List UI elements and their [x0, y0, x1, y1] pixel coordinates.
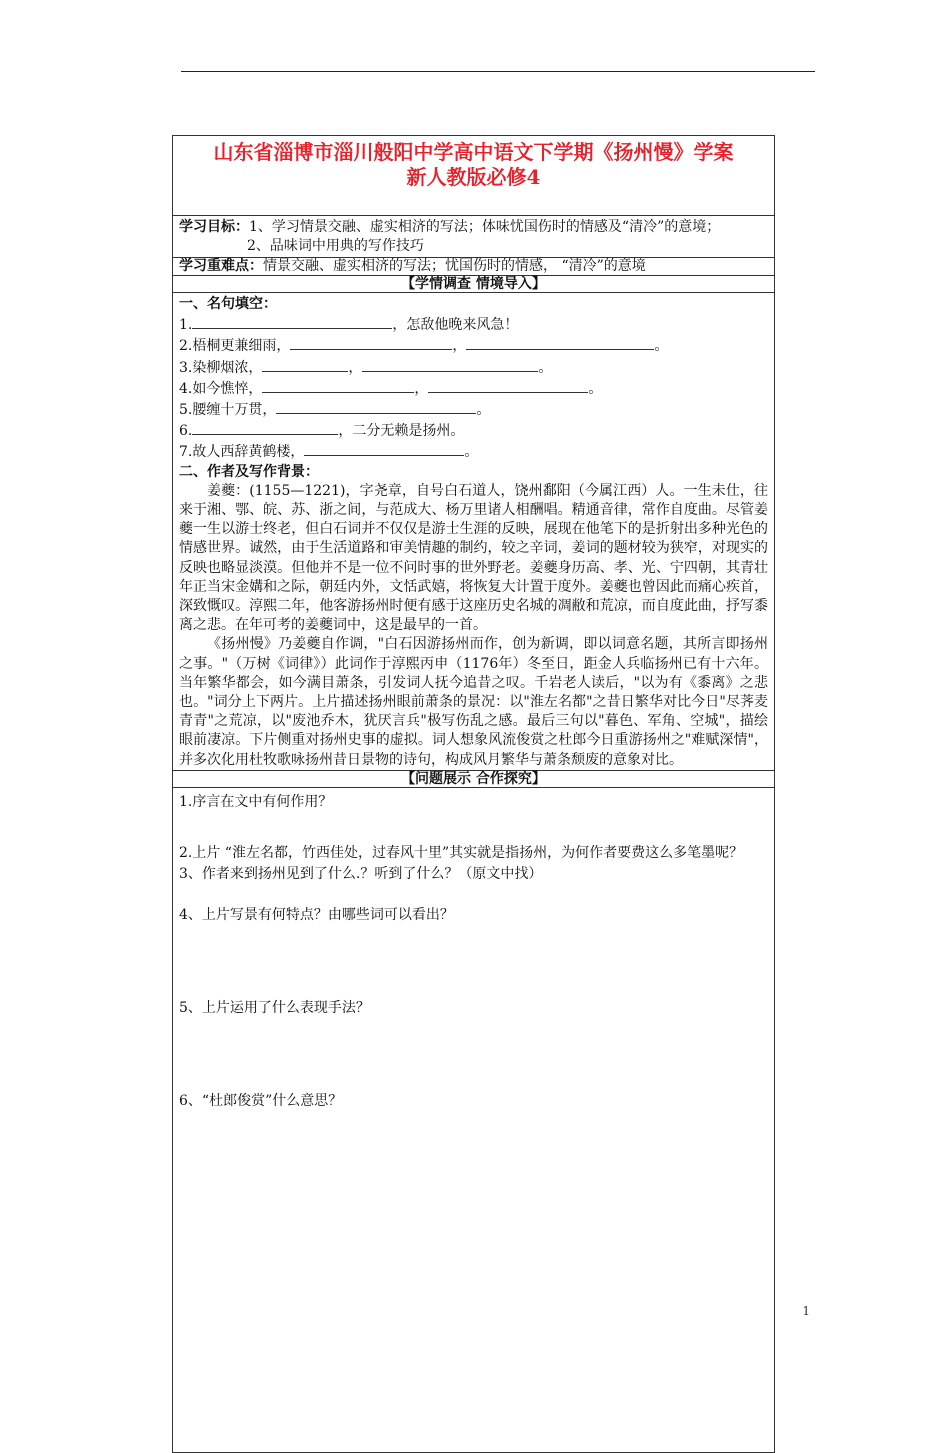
answer-space[interactable]	[179, 813, 768, 843]
fill-item-5-suffix: 。	[476, 402, 491, 419]
fill-item-2	[179, 335, 768, 356]
fill-item-7-prefix: 7.故人西辞黄鹤楼，	[179, 444, 305, 461]
fill-blank[interactable]	[466, 335, 654, 350]
doc-title-line1: 山东省淄博市淄川般阳中学高中语文下学期《扬州慢》学案	[213, 140, 734, 164]
key-points-label: 学习重难点：	[179, 258, 263, 274]
fill-item-5-prefix: 5.腰缠十万贯，	[179, 402, 277, 419]
answer-space[interactable]	[179, 885, 768, 905]
fill-blank[interactable]	[262, 378, 414, 393]
fill-item-3-prefix: 3.染柳烟浓，	[179, 359, 263, 376]
fill-item-6-suffix: ，二分无赖是扬州。	[338, 423, 465, 440]
fill-item-3-mid: ，	[348, 359, 363, 376]
answer-space[interactable]	[179, 926, 768, 998]
key-points-text: 情景交融、虚实相济的写法；忧国伤时的情感， “清冷”的意境	[263, 258, 646, 274]
fill-item-3-suffix: 。	[538, 359, 553, 376]
fill-blank[interactable]	[276, 399, 476, 414]
page-number: 1	[802, 1304, 810, 1318]
fill-item-1-suffix: ，怎敌他晚来风急！	[392, 317, 519, 334]
learning-goals-cell	[173, 216, 775, 258]
learning-goal-1	[179, 218, 768, 237]
fill-item-4	[179, 378, 768, 399]
fill-blank[interactable]	[192, 420, 338, 435]
questions-cell	[173, 787, 775, 1452]
question-5: 5、上片运用了什么表现手法？	[179, 999, 370, 1016]
fill-item-2-mid: ，	[452, 338, 467, 355]
fill-item-6-prefix: 6.	[179, 423, 193, 440]
question-4: 4、上片写景有何特点？由哪些词可以看出？	[179, 906, 454, 923]
section-heading-inquiry: 【问题展示 合作探究】	[173, 770, 775, 787]
learning-goals-label: 学习目标：	[179, 219, 249, 235]
author-background-title: 二、作者及写作背景：	[179, 463, 319, 480]
title-cell	[173, 136, 775, 216]
worksheet-table	[172, 135, 775, 1453]
learning-goal-2: 2、品味词中用典的写作技巧	[247, 238, 424, 254]
question-6: 6、“杜郎俊赏”什么意思？	[179, 1092, 343, 1109]
fill-blank[interactable]	[428, 378, 588, 393]
question-3: 3、作者来到扬州见到了什么.？听到了什么？（原文中找）	[179, 865, 543, 882]
fill-item-4-suffix: 。	[588, 380, 603, 397]
answer-space[interactable]	[179, 1019, 768, 1091]
fill-item-4-prefix: 4.如今憔悴，	[179, 380, 263, 397]
learning-goal-1-text: 1、学习情景交融、虚实相济的写法；体味忧国伤时的情感及“清冷”的意境；	[249, 219, 721, 235]
fill-item-6	[179, 420, 768, 441]
key-points-cell	[173, 258, 775, 276]
fill-item-1	[179, 314, 768, 335]
fill-item-4-mid: ，	[414, 380, 429, 397]
author-background-para-2: 《扬州慢》乃姜夔自作调，"白石因游扬州而作，创为新调，即以词意名题，其所言即扬州之事。"（万树《词律》）此词作于淳熙丙申（1176年）冬至日，距金人兵临扬州已有十六年。当年繁华都会，如今满目萧条，引发词人抚今追昔之叹。千岩老人读后，"以为有《黍离》之悲也。"词分上下两片。上片描述扬州眼前萧条的景况：以"淮左名都"之昔日繁华对比今日"尽荠麦青青"之荒凉，以"废池乔木，犹厌言兵"极写伤乱之感。最后三句以"暮色、军角、空城"，描绘眼前凄凉。下片侧重对扬州史事的虚拟。词人想象风流俊赏之杜郎今日重游扬州之"难赋深情"，并多次化用杜牧歌咏扬州昔日景物的诗句，构成风月繁华与萧条颓废的意象对比。	[179, 636, 768, 768]
doc-title-line2: 新人教版必修4	[406, 165, 541, 189]
fill-blank[interactable]	[262, 357, 348, 372]
fill-item-1-prefix: 1.	[179, 317, 193, 334]
header-rule	[181, 71, 815, 72]
fill-blank[interactable]	[362, 357, 538, 372]
fill-item-2-prefix: 2.梧桐更兼细雨，	[179, 338, 291, 355]
fill-blank-title: 一、名句填空：	[179, 296, 277, 312]
section-heading-survey: 【学情调查 情境导入】	[173, 276, 775, 293]
fill-item-7-suffix: 。	[464, 444, 479, 461]
question-2: 2.上片 “淮左名都，竹西佳处，过春风十里”其实就是指扬州，为何作者要费这么多笔墨呢？	[179, 844, 744, 861]
fill-item-7	[179, 441, 768, 462]
question-1: 1.序言在文中有何作用？	[179, 793, 333, 810]
fill-item-5	[179, 399, 768, 420]
fill-blank[interactable]	[290, 335, 452, 350]
fill-item-3	[179, 357, 768, 378]
survey-content-cell	[173, 293, 775, 771]
fill-blank[interactable]	[192, 314, 392, 329]
fill-item-2-suffix: 。	[654, 338, 669, 355]
author-background-para-1: 姜夔：(1155—1221)，字尧章，自号白石道人，饶州鄱阳（今属江西）人。一生未仕，往来于湘、鄂、皖、苏、浙之间，与范成大、杨万里诸人相酬唱。精通音律，常作自度曲。尽管姜夔一生以游士终老，但白石词并不仅仅是游士生涯的反映，展现在他笔下的是折射出多种光色的情感世界。诚然，由于生活道路和审美情趣的制约，较之辛词，姜词的题材较为狭窄，对现实的反映也略显淡漠。但他并不是一位不问时事的世外野老。姜夔身历高、孝、光、宁四朝，其青壮年正当宋金媾和之际，朝廷内外，文恬武嬉，将恢复大计置于度外。姜夔也曾因此而痛心疾首，深致慨叹。淳熙二年，他客游扬州时便有感于这座历史名城的凋敝和荒凉，而自度此曲，抒写黍离之悲。在年可考的姜夔词中，这是最早的一首。	[179, 482, 768, 634]
fill-blank[interactable]	[304, 441, 464, 456]
